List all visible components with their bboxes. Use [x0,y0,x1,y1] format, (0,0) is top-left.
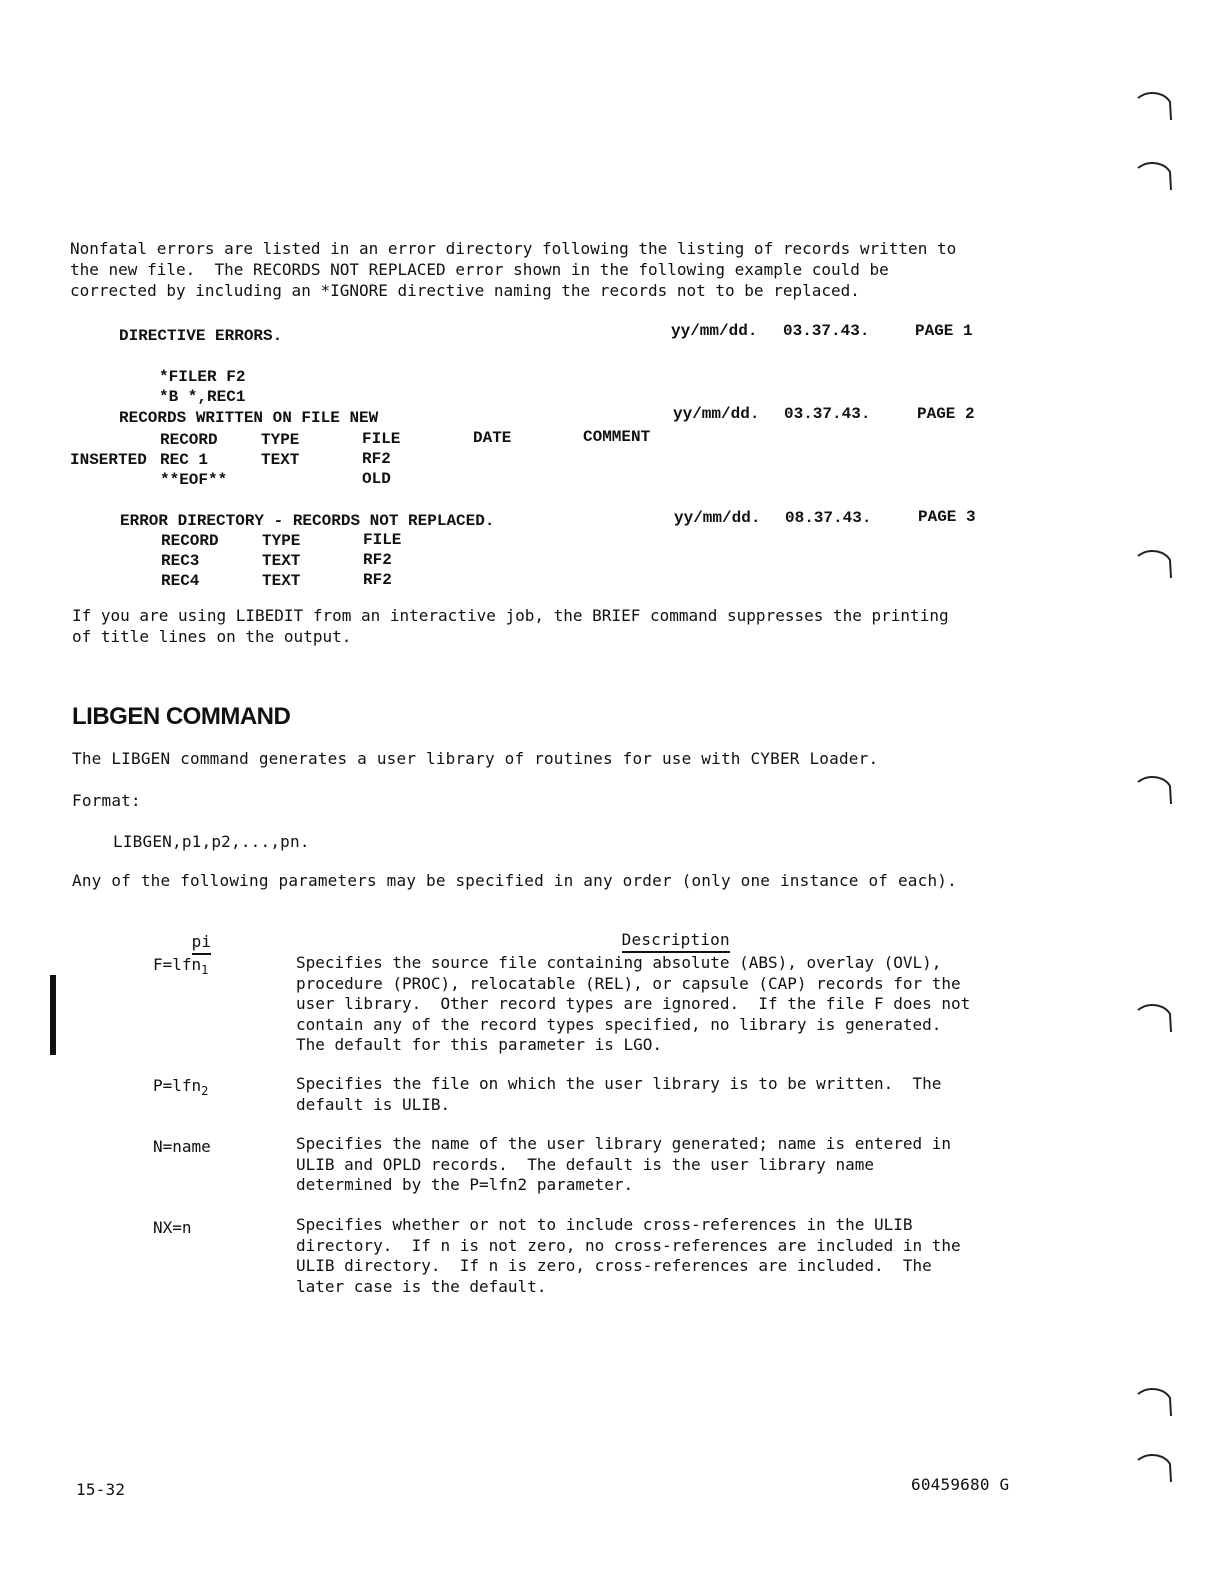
command-line: *FILER F2 [159,368,246,386]
col-header-file: FILE [362,430,401,448]
col-header-record: RECORD [160,431,218,449]
directive-errors-title: DIRECTIVE ERRORS. [119,327,283,345]
desc-line: contain any of the record types specified, no library is generated. [296,1014,942,1034]
records-written-title: RECORDS WRITTEN ON FILE NEW [119,409,379,427]
libgen-intro: The LIBGEN command generates a user library of routines for use with CYBER Loader. [72,749,879,768]
desc-line: default is ULIB. [296,1094,451,1114]
params-intro: Any of the following parameters may be specified in any order (only one instance of each). [72,871,957,890]
col-header-type: TYPE [262,532,301,550]
col-header-record: RECORD [161,532,219,550]
param-name: P=lfn$_2$ [153,1076,209,1098]
format-label: Format: [72,791,141,810]
row-file: RF2 [362,450,391,468]
row-record: REC 1 [160,451,209,469]
binder-hole-icon [1136,770,1176,808]
desc-line: directory. If n is not zero, no cross-references are included in the [296,1235,961,1255]
listing-page: PAGE 3 [918,508,976,526]
binder-hole-icon [1136,544,1176,582]
change-bar [50,975,56,1055]
listing-page: PAGE 1 [915,322,973,340]
binder-hole-icon [1136,156,1176,194]
section-heading: LIBGEN COMMAND [72,703,291,730]
col-header-type: TYPE [261,431,300,449]
listing-date: yy/mm/dd. [671,322,758,340]
desc-line: ULIB and OPLD records. The default is the user library name [296,1154,874,1174]
listing-date: yy/mm/dd. [673,405,760,423]
desc-line: Specifies whether or not to include cross-references in the ULIB [296,1215,913,1234]
binder-hole-icon [1136,998,1176,1036]
intro-line: Nonfatal errors are listed in an error directory following the listing of records written to [70,239,957,258]
param-name: NX=n [153,1218,192,1237]
row-type: TEXT [262,572,301,590]
row-type: TEXT [262,552,301,570]
param-description [296,1074,1016,1115]
row-prefix: INSERTED [70,451,147,469]
row-file: OLD [362,470,391,488]
desc-line: Specifies the source file containing absolute (ABS), overlay (OVL), [296,953,942,972]
intro-paragraph [70,238,1010,301]
desc-header: Description [622,930,730,953]
listing-date: yy/mm/dd. [674,509,761,527]
intro-line: corrected by including an *IGNORE directive naming the records not to be replaced. [70,281,860,300]
row-record: **EOF** [160,471,228,489]
brief-line: If you are using LIBEDIT from an interactive job, the BRIEF command suppresses the printing [72,606,949,625]
row-record: REC4 [161,572,200,590]
param-description [296,1134,1016,1196]
listing-time: 03.37.43. [784,405,871,423]
listing-time: 08.37.43. [785,509,872,527]
binder-hole-icon [1136,1382,1176,1420]
listing-time: 03.37.43. [783,322,870,340]
desc-line: Specifies the name of the user library generated; name is entered in [296,1134,952,1153]
brief-paragraph [72,605,1012,647]
desc-column-header [602,911,730,949]
col-header-date: DATE [473,429,512,447]
desc-line: later case is the default. [296,1276,547,1296]
param-name: F=lfn$_1$ [153,955,209,977]
format-text: LIBGEN,p1,p2,...,pn. [113,832,310,851]
desc-line: Specifies the file on which the user library is to be written. The [296,1074,942,1093]
doc-number: 60459680 G [911,1475,1010,1494]
error-directory-title: ERROR DIRECTORY - RECORDS NOT REPLACED. [120,512,495,530]
row-file: RF2 [363,571,392,589]
param-description [296,1215,1016,1297]
row-record: REC3 [161,552,200,570]
desc-line: ULIB directory. If n is zero, cross-references are included. The [296,1256,932,1275]
row-type: TEXT [261,451,300,469]
command-line: *B *,REC1 [159,388,246,406]
binder-hole-icon [1136,86,1176,124]
param-header: pi [192,932,212,955]
param-description [296,953,1016,1056]
brief-line: of title lines on the output. [72,627,352,646]
binder-hole-icon [1136,1448,1176,1486]
page-number: 15-32 [76,1480,126,1499]
desc-line: The default for this parameter is LGO. [296,1035,663,1054]
param-name: N=name [153,1137,211,1156]
desc-line: determined by the P=lfn2 parameter. [296,1175,634,1194]
desc-line: user library. Other record types are ignored. If the file F does not [296,994,971,1013]
param-column-header [172,913,211,951]
listing-page: PAGE 2 [917,405,975,423]
desc-line: procedure (PROC), relocatable (REL), or capsule (CAP) records for the [296,973,961,993]
col-header-file: FILE [363,531,402,549]
row-file: RF2 [363,551,392,569]
intro-line: the new file. The RECORDS NOT REPLACED error shown in the following example could be [70,260,889,279]
col-header-comment: COMMENT [583,428,651,446]
